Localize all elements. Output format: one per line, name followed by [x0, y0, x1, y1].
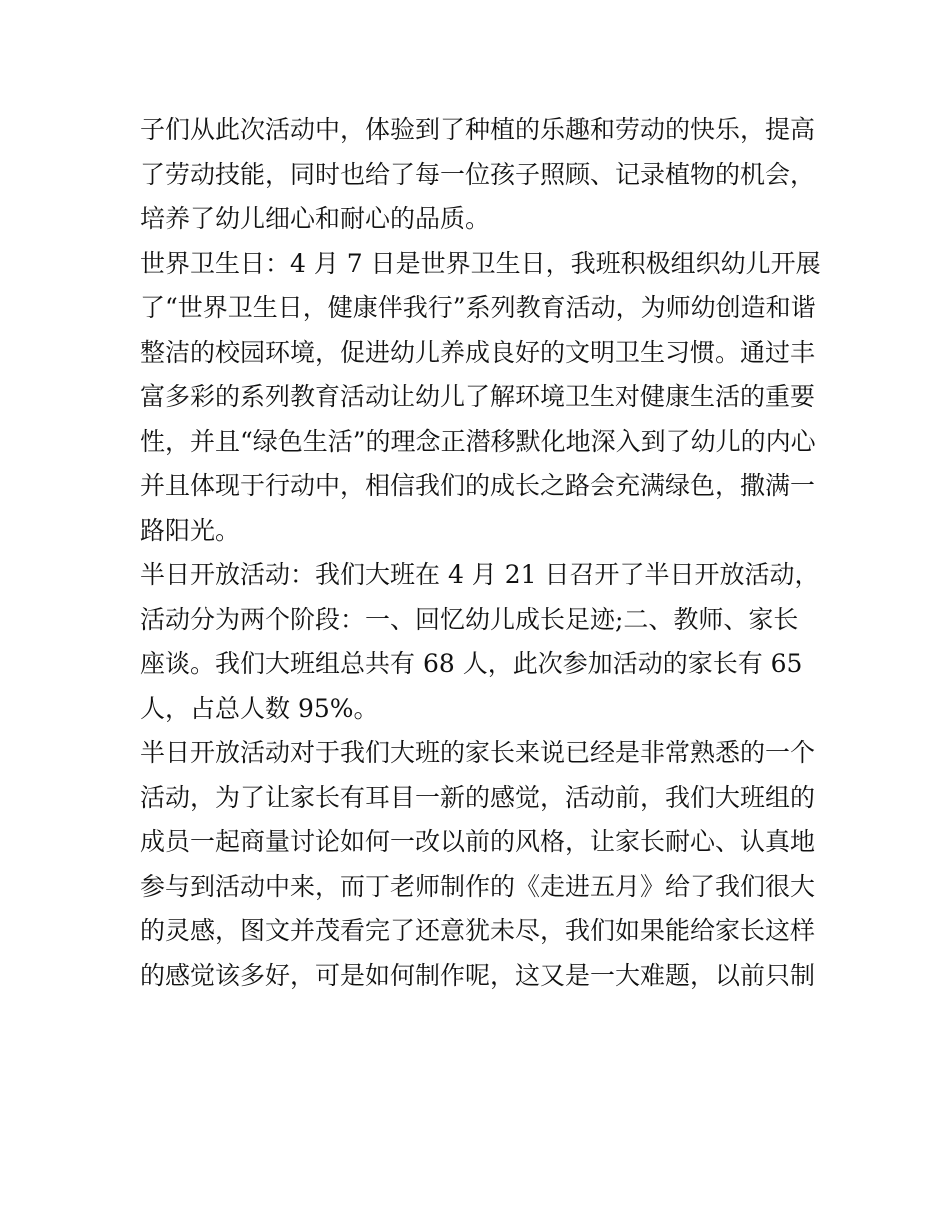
text-line: 子们从此次活动中，体验到了种植的乐趣和劳动的快乐，提高 — [140, 115, 816, 144]
text-line: 人，占总人数 95%。 — [140, 693, 379, 723]
text-line: 的灵感，图文并茂看完了还意犹未尽，我们如果能给家长这样 — [140, 916, 816, 945]
text-line: 了“世界卫生日，健康伴我行”系列教育活动，为师幼创造和谐 — [140, 293, 816, 322]
text-line: 参与到活动中来，而丁老师制作的《走进五月》给了我们很大 — [140, 871, 816, 901]
text-line: 半日开放活动：我们大班在 4 月 21 日召开了半日开放活动， — [140, 560, 820, 589]
text-line: 活动，为了让家长有耳目一新的感觉，活动前，我们大班组的 — [140, 782, 816, 812]
text-line: 了劳动技能，同时也给了每一位孩子照顾、记录植物的机会， — [140, 159, 816, 189]
text-line: 活动分为两个阶段：一、回忆幼儿成长足迹;二、教师、家长 — [140, 604, 799, 634]
text-line: 富多彩的系列教育活动让幼儿了解环境卫生对健康生活的重要 — [140, 382, 816, 411]
text-line: 培养了幼儿细心和耐心的品质。 — [140, 204, 491, 233]
text-line: 的感觉该多好，可是如何制作呢，这又是一大难题，以前只制 — [140, 960, 816, 990]
text-line: 世界卫生日：4 月 7 日是世界卫生日，我班积极组织幼儿开展 — [140, 248, 821, 278]
text-line: 路阳光。 — [140, 515, 241, 545]
text-line: 半日开放活动对于我们大班的家长来说已经是非常熟悉的一个 — [140, 738, 816, 767]
text-line: 成员一起商量讨论如何一改以前的风格，让家长耐心、认真地 — [140, 827, 816, 856]
text-line: 整洁的校园环境，促进幼儿养成良好的文明卫生习惯。通过丰 — [140, 337, 816, 367]
text-line: 性，并且“绿色生活”的理念正潜移默化地深入到了幼儿的内心 — [140, 426, 816, 456]
body-text — [140, 108, 820, 998]
text-line: 并且体现于行动中，相信我们的成长之路会充满绿色，撒满一 — [140, 471, 816, 500]
text-line: 座谈。我们大班组总共有 68 人，此次参加活动的家长有 65 — [140, 649, 803, 678]
